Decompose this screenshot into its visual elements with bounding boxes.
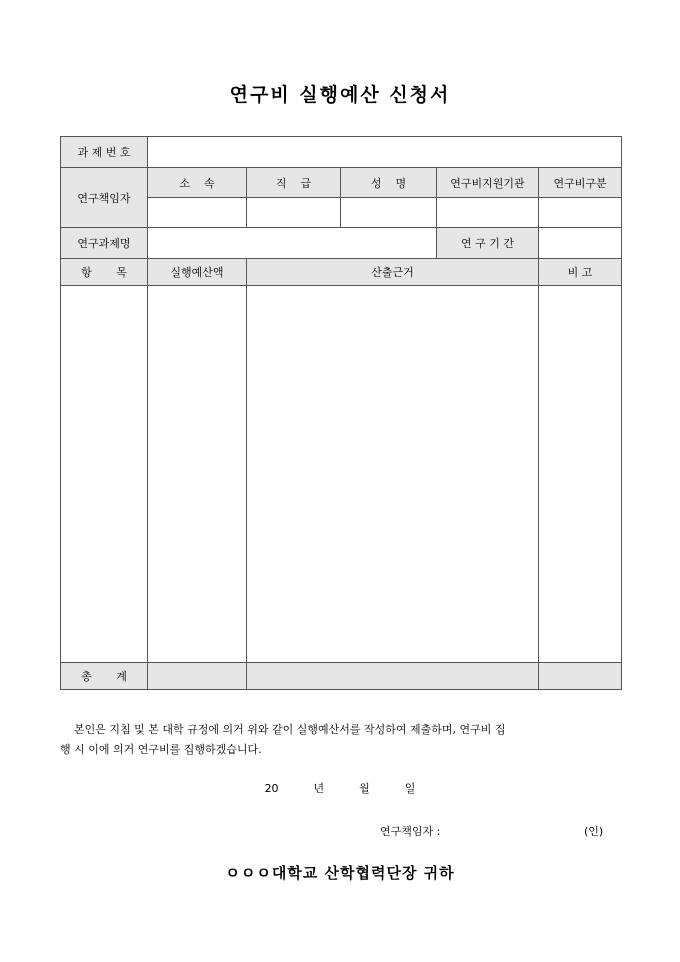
budget-amount-column-body[interactable] [148, 286, 247, 663]
calculation-basis-header: 산출근거 [247, 259, 539, 286]
funding-agency-header: 연구비지원기관 [437, 168, 539, 198]
seal-label: (인) [584, 825, 604, 838]
funding-agency-field[interactable] [437, 198, 539, 228]
name-header: 성 명 [341, 168, 437, 198]
addressee: ㅇㅇㅇ대학교 산학협력단장 귀하 [225, 864, 455, 882]
research-period-field[interactable] [539, 228, 622, 259]
rank-field[interactable] [247, 198, 341, 228]
principal-investigator-label: 연구책임자 [61, 168, 148, 228]
signer-label: 연구책임자 : [380, 825, 441, 838]
remarks-column-body[interactable] [539, 286, 622, 663]
total-label: 총 계 [61, 663, 148, 690]
rank-header: 직 급 [247, 168, 341, 198]
total-budget-field[interactable] [148, 663, 247, 690]
funding-type-header: 연구비구분 [539, 168, 622, 198]
item-header: 항 목 [61, 259, 148, 286]
research-period-label: 연 구 기 간 [437, 228, 539, 259]
project-number-field[interactable] [148, 137, 622, 168]
item-column-body[interactable] [61, 286, 148, 663]
total-remarks-field[interactable] [539, 663, 622, 690]
pledge-statement [60, 720, 621, 760]
calculation-basis-column-body[interactable] [247, 286, 539, 663]
affiliation-field[interactable] [148, 198, 247, 228]
total-basis-field[interactable] [247, 663, 539, 690]
pledge-line-2: 행 시 이에 의거 연구비를 집행하겠습니다. [60, 743, 262, 756]
pledge-line-1: 본인은 지침 및 본 대학 규정에 의거 위와 같이 실행예산서를 작성하여 제출하며, 연구비 집 [74, 723, 506, 736]
name-field[interactable] [341, 198, 437, 228]
affiliation-header: 소 속 [148, 168, 247, 198]
project-name-label: 연구과제명 [61, 228, 148, 259]
form-title: 연구비 실행예산 신청서 [229, 84, 451, 106]
budget-amount-header: 실행예산액 [148, 259, 247, 286]
date-line: 20 년 월 일 [264, 782, 416, 795]
project-number-label: 과 제 번 호 [61, 137, 148, 168]
project-name-field[interactable] [148, 228, 437, 259]
budget-form-table [60, 136, 622, 690]
remarks-header: 비 고 [539, 259, 622, 286]
funding-type-field[interactable] [539, 198, 622, 228]
